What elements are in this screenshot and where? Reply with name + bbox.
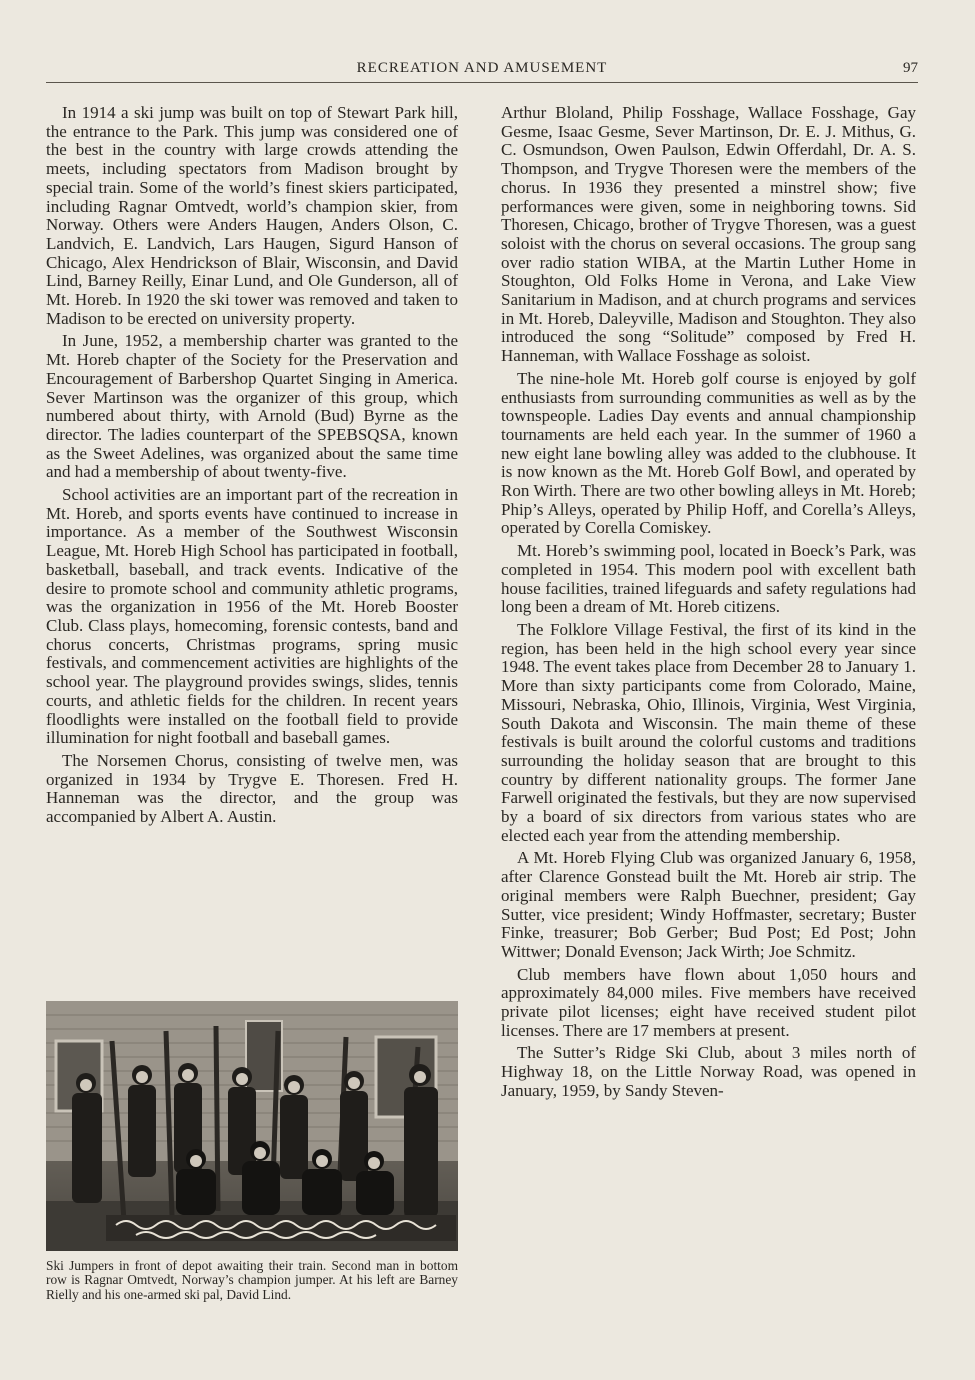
ski-jumpers-photo bbox=[46, 1001, 458, 1251]
paragraph-swimming-pool: Mt. Horeb’s swimming pool, located in Boeck’s Park, was completed in 1954. This modern pool with excellent bath house facilities, trained lifeguards and safety regulations had long been a dream of Mt. Horeb citizens. bbox=[501, 541, 916, 617]
photo-caption: Ski Jumpers in front of depot awaiting their train. Second man in bottom row is Ragnar Omtvedt, Norway’s champion jumper. At his left are Barney Rielly and his one-armed ski pal, David Lind. bbox=[46, 1258, 458, 1302]
paragraph-folklore-festival: The Folklore Village Festival, the first of its kind in the region, has been held in the high school every year since 1948. The event takes place from December 28 to January 1. More than sixty participants come from Colorado, Maine, Missouri, Nebraska, Ohio, Illinois, Virginia, West Virginia, South Dakota and Wisconsin. The main theme of these festivals is built around the colorful customs and traditions surrounding the holiday season that are brought to this country by different nationality groups. The former Jane Farwell originated the festivals, but they are now supervised by a board of six directors from various states who are elected each year from the attending membership. bbox=[501, 619, 916, 845]
running-header bbox=[46, 60, 918, 83]
left-column bbox=[46, 104, 458, 831]
paragraph-school-activities: School activities are an important part of the recreation in Mt. Horeb, and sports events have continued to increase in importance. As a member of the Southwest Wisconsin League, Mt. Horeb High School has participated in football, basketball, baseball, and track events. Indicative of the desire to promote school and community athletic programs, was the organization in 1956 of the Mt. Horeb Booster Club. Class plays, homecoming, forensic contests, band and chorus concerts, Christmas programs, spring music festivals, and commencement activities are highlights of the school year. The playground provides swings, slides, tennis courts, and athletic fields for the children. In recent years floodlights were installed on the football field to provide illumination for night football and baseball games. bbox=[46, 485, 458, 748]
page-number: 97 bbox=[903, 60, 918, 76]
paragraph-flying-club-stats: Club members have flown about 1,050 hours and approximately 84,000 miles. Five members have received private pilot licenses; eight have received student pilot licenses. There are 17 members at present. bbox=[501, 964, 916, 1040]
right-column bbox=[501, 104, 916, 1105]
paragraph-ski-jump: In 1914 a ski jump was built on top of Stewart Park hill, the entrance to the Park. This jump was considered one of the best in the country with large crowds attending the meets, including spectators from Madison brought by special train. Some of the world’s finest skiers participated, including Ragnar Omtvedt, world’s champion skier, from Norway. Others were Anders Haugen, Anders Olson, C. Landvich, E. Landvich, Lars Haugen, Sigurd Hanson of Chicago, Alex Hendrickson of Blair, Wisconsin, and David Lind, Barney Reilly, Einar Lund, and Ole Gunderson, all of Mt. Horeb. In 1920 the ski tower was removed and taken to Madison to be erected on university property. bbox=[46, 103, 458, 328]
paragraph-flying-club: A Mt. Horeb Flying Club was organized January 6, 1958, after Clarence Gonstead built the Mt. Horeb air strip. The original members were Ralph Buechner, president; Gay Sutter, vice president; Windy Hoffmaster, secretary; Buster Finke, treasurer; Bob Gerber; Bud Post; Ed Post; John Wittwer; Donald Evenson; Jack Wirth; Joe Schmitz. bbox=[501, 848, 916, 961]
paragraph-ski-club: The Sutter’s Ridge Ski Club, about 3 miles north of Highway 18, on the Little Norway Road, was opened in January, 1959, by Sandy Steven- bbox=[501, 1043, 916, 1100]
paragraph-barbershop: In June, 1952, a membership charter was granted to the Mt. Horeb chapter of the Society for the Preservation and Encouragement of Barbershop Quartet Singing in America. Sever Martinson was the organizer of this group, which numbered about thirty, with Arnold (Bud) Byrne as the director. The ladies counterpart of the SPEBSQSA, known as the Sweet Adelines, was organized about the same time and had a membership of about twenty-five. bbox=[46, 331, 458, 482]
paragraph-chorus-continued: Arthur Bloland, Philip Fosshage, Wallace Fosshage, Gay Gesme, Isaac Gesme, Sever Martinson, Dr. E. J. Mithus, G. C. Osmundson, Owen Paulson, Edwin Offerdahl, Dr. A. S. Thompson, and Trygve Thoresen were the members of the chorus. In 1936 they presented a minstrel show; five performances were given, some in neighboring towns. Sid Thoresen, Chicago, brother of Trygve Thoresen, was a guest soloist with the chorus on several occasions. The group sang over radio station WIBA, at the Martin Luther Home in Stoughton, Old Folks Home in Verona, and Lake View Sanitarium in Madison, and at church programs and services in Mt. Horeb, Daleyville, Madison and Stoughton. They also introduced the song “Solitude” composed by Fred H. Hanneman, with Wallace Fosshage as soloist. bbox=[501, 103, 916, 366]
section-title: RECREATION AND AMUSEMENT bbox=[356, 60, 608, 76]
paragraph-norsemen-chorus: The Norsemen Chorus, consisting of twelve men, was organized in 1934 by Trygve E. Thoresen. Fred H. Hanneman was the director, and the group was accompanied by Albert A. Austin. bbox=[46, 750, 458, 827]
paragraph-golf-bowling: The nine-hole Mt. Horeb golf course is enjoyed by golf enthusiasts from surrounding communities as well as by the townspeople. Ladies Day events and annual championship tournaments are held each year. In the summer of 1960 a new eight lane bowling alley was added to the clubhouse. It is now known as the Mt. Horeb Golf Bowl, and operated by Ron Wirth. There are two other bowling alleys in Mt. Horeb; Phip’s Alleys, operated by Philip Hoff, and Corella’s Alleys, operated by Corella Comiskey. bbox=[501, 368, 916, 538]
